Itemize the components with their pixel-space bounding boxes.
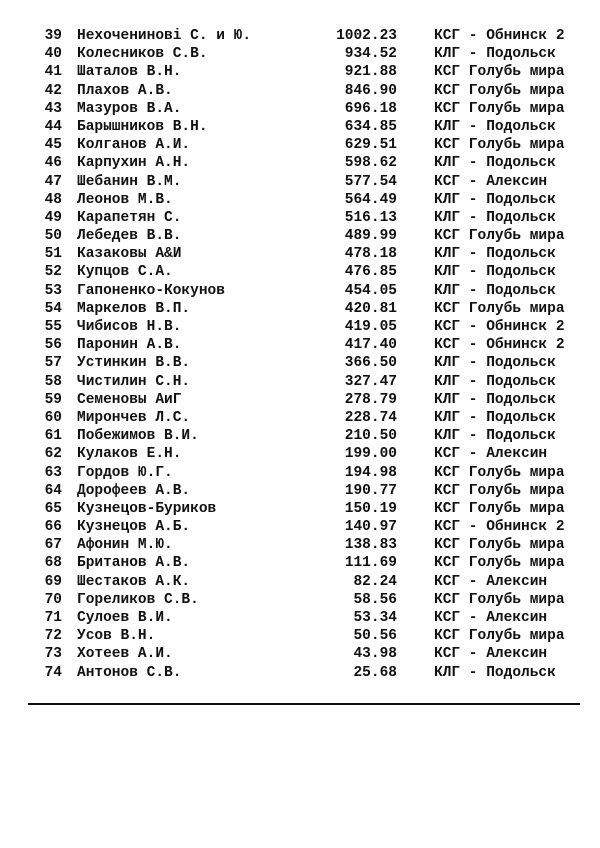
place-number: 55 [44,319,62,335]
score-value: 228.74 [344,409,397,426]
participant-name: Усов В.Н. [77,628,156,645]
place-number: 40 [44,46,62,63]
participant-name: Афонин М.Ю. [77,537,173,554]
score-value: 25.68 [353,664,397,681]
place-number: 60 [44,409,62,426]
score-value: 50.56 [353,628,397,645]
club-name: КСГ - Алексин [434,173,548,190]
place-number: 71 [44,610,62,626]
table-row [0,173,600,191]
table-row [0,27,600,45]
table-row [0,154,600,172]
participant-name: Устинкин В.В. [77,355,191,372]
table-row [0,82,600,100]
score-value: 564.49 [344,191,397,208]
participant-name: Дорофеев А.В. [77,482,191,499]
place-number: 49 [44,209,62,226]
table-row [0,609,600,627]
table-row [0,464,600,482]
place-number: 45 [44,137,62,154]
table-row [0,591,600,609]
club-name: КСГ Голубь мира [434,228,565,245]
table-row [0,445,600,463]
participant-name: Купцов С.А. [77,264,173,281]
club-name: КЛГ - Подольск [434,282,556,299]
club-name: КЛГ - Подольск [434,409,556,426]
participant-name: Мазуров В.А. [77,100,182,117]
table-row [0,263,600,281]
table-row [0,427,600,445]
place-number: 68 [44,555,62,572]
score-value: 53.34 [353,610,397,626]
place-number: 70 [44,591,62,608]
participant-name: Лебедев В.В. [77,228,182,245]
table-row [0,300,600,318]
club-name: КЛГ - Подольск [434,209,556,226]
score-value: 629.51 [344,137,397,154]
place-number: 66 [44,519,62,536]
score-value: 846.90 [344,82,397,99]
score-value: 696.18 [344,100,397,117]
table-row [0,627,600,645]
place-number: 57 [44,355,62,372]
club-name: КСГ Голубь мира [434,300,565,317]
participant-name: Чибисов Н.В. [77,319,182,335]
place-number: 42 [44,82,62,99]
score-value: 138.83 [344,537,397,554]
score-value: 366.50 [344,355,397,372]
participant-name: Гапоненко-Кокунов [77,282,225,299]
score-value: 420.81 [344,300,397,317]
club-name: КСГ - Алексин [434,573,548,590]
place-number: 67 [44,537,62,554]
table-row [0,573,600,591]
club-name: КСГ - Обнинск 2 [434,319,565,335]
score-value: 140.97 [344,519,397,536]
club-name: КЛГ - Подольск [434,46,556,63]
participant-name: Побежимов В.И. [77,428,199,445]
table-row [0,136,600,154]
score-value: 489.99 [344,228,397,245]
place-number: 64 [44,482,62,499]
score-value: 417.40 [344,337,397,354]
place-number: 53 [44,282,62,299]
place-number: 73 [44,646,62,663]
table-row [0,227,600,245]
participant-name: Шебанин В.М. [77,173,182,190]
place-number: 69 [44,573,62,590]
club-name: КСГ - Обнинск 2 [434,337,565,354]
table-row [0,554,600,572]
participant-name: Карпухин А.Н. [77,155,191,172]
participant-name: Кузнецов А.Б. [77,519,191,536]
participant-name: Гордов Ю.Г. [77,464,173,481]
place-number: 72 [44,628,62,645]
place-number: 65 [44,500,62,517]
club-name: КСГ Голубь мира [434,82,565,99]
club-name: КСГ - Алексин [434,610,548,626]
club-name: КЛГ - Подольск [434,428,556,445]
place-number: 58 [44,373,62,390]
table-row [0,409,600,427]
club-name: КСГ Голубь мира [434,464,565,481]
place-number: 44 [44,118,62,135]
participant-name: Мирончев Л.С. [77,409,191,426]
participant-name: Кузнецов-Буриков [77,500,217,517]
score-value: 419.05 [344,319,397,335]
participant-name: Леонов М.В. [77,191,173,208]
participant-name: Британов А.В. [77,555,191,572]
score-value: 476.85 [344,264,397,281]
table-row [0,118,600,136]
score-value: 634.85 [344,118,397,135]
club-name: КСГ - Обнинск 2 [434,519,565,536]
participant-name: Нехоченинові С. и Ю. [77,28,252,44]
score-value: 516.13 [344,209,397,226]
score-value: 921.88 [344,64,397,81]
table-row [0,500,600,518]
score-value: 210.50 [344,428,397,445]
table-row [0,100,600,118]
club-name: КСГ - Алексин [434,446,548,463]
participant-name: Шестаков А.К. [77,573,191,590]
place-number: 43 [44,100,62,117]
participant-name: Шаталов В.Н. [77,64,182,81]
participant-name: Хотеев А.И. [77,646,173,663]
place-number: 59 [44,391,62,408]
place-number: 46 [44,155,62,172]
score-value: 327.47 [344,373,397,390]
club-name: КСГ Голубь мира [434,591,565,608]
club-name: КЛГ - Подольск [434,664,556,681]
club-name: КСГ Голубь мира [434,64,565,81]
participant-name: Карапетян С. [77,209,182,226]
score-value: 278.79 [344,391,397,408]
place-number: 54 [44,300,62,317]
score-value: 82.24 [353,573,397,590]
club-name: КСГ Голубь мира [434,555,565,572]
place-number: 62 [44,446,62,463]
table-row [0,391,600,409]
table-row [0,45,600,63]
table-row [0,336,600,354]
score-value: 1002.23 [336,28,397,44]
participant-name: Колганов А.И. [77,137,191,154]
participant-name: Маркелов В.П. [77,300,191,317]
score-value: 478.18 [344,246,397,263]
participant-name: Плахов А.В. [77,82,173,99]
table-row [0,191,600,209]
table-row [0,482,600,500]
club-name: КЛГ - Подольск [434,391,556,408]
place-number: 63 [44,464,62,481]
score-value: 934.52 [344,46,397,63]
participant-name: Казаковы А&И [77,246,182,263]
place-number: 39 [44,28,62,44]
place-number: 50 [44,228,62,245]
score-value: 58.56 [353,591,397,608]
club-name: КСГ Голубь мира [434,537,565,554]
score-value: 199.00 [344,446,397,463]
score-value: 598.62 [344,155,397,172]
place-number: 52 [44,264,62,281]
participant-name: Чистилин С.Н. [77,373,191,390]
participant-name: Гореликов С.В. [77,591,199,608]
score-value: 577.54 [344,173,397,190]
table-row [0,664,600,682]
club-name: КСГ Голубь мира [434,500,565,517]
table-row [0,63,600,81]
participant-name: Паронин А.В. [77,337,182,354]
table-row [0,518,600,536]
score-value: 190.77 [344,482,397,499]
place-number: 47 [44,173,62,190]
club-name: КЛГ - Подольск [434,373,556,390]
place-number: 56 [44,337,62,354]
table-row [0,645,600,663]
club-name: КСГ - Обнинск 2 [434,28,565,44]
participant-name: Сулоев В.И. [77,610,173,626]
participant-name: Колесников С.В. [77,46,208,63]
participant-name: Кулаков Е.Н. [77,446,182,463]
club-name: КСГ Голубь мира [434,482,565,499]
club-name: КЛГ - Подольск [434,118,556,135]
score-value: 111.69 [344,555,397,572]
table-row [0,282,600,300]
club-name: КСГ - Алексин [434,646,548,663]
participant-name: Семеновы АиГ [77,391,182,408]
place-number: 74 [44,664,62,681]
table-row [0,245,600,263]
table-row [0,318,600,336]
table-row [0,209,600,227]
club-name: КЛГ - Подольск [434,155,556,172]
club-name: КЛГ - Подольск [434,355,556,372]
club-name: КСГ Голубь мира [434,100,565,117]
club-name: КЛГ - Подольск [434,246,556,263]
table-row [0,373,600,391]
table-row [0,354,600,372]
score-value: 43.98 [353,646,397,663]
place-number: 51 [44,246,62,263]
table-row [0,536,600,554]
score-value: 194.98 [344,464,397,481]
score-value: 150.19 [344,500,397,517]
place-number: 41 [44,64,62,81]
place-number: 61 [44,428,62,445]
club-name: КСГ Голубь мира [434,137,565,154]
club-name: КЛГ - Подольск [434,191,556,208]
score-value: 454.05 [344,282,397,299]
participant-name: Барышников В.Н. [77,118,208,135]
participant-name: Антонов С.В. [77,664,182,681]
club-name: КЛГ - Подольск [434,264,556,281]
results-table [0,27,600,682]
bottom-divider [28,703,580,705]
place-number: 48 [44,191,62,208]
club-name: КСГ Голубь мира [434,628,565,645]
